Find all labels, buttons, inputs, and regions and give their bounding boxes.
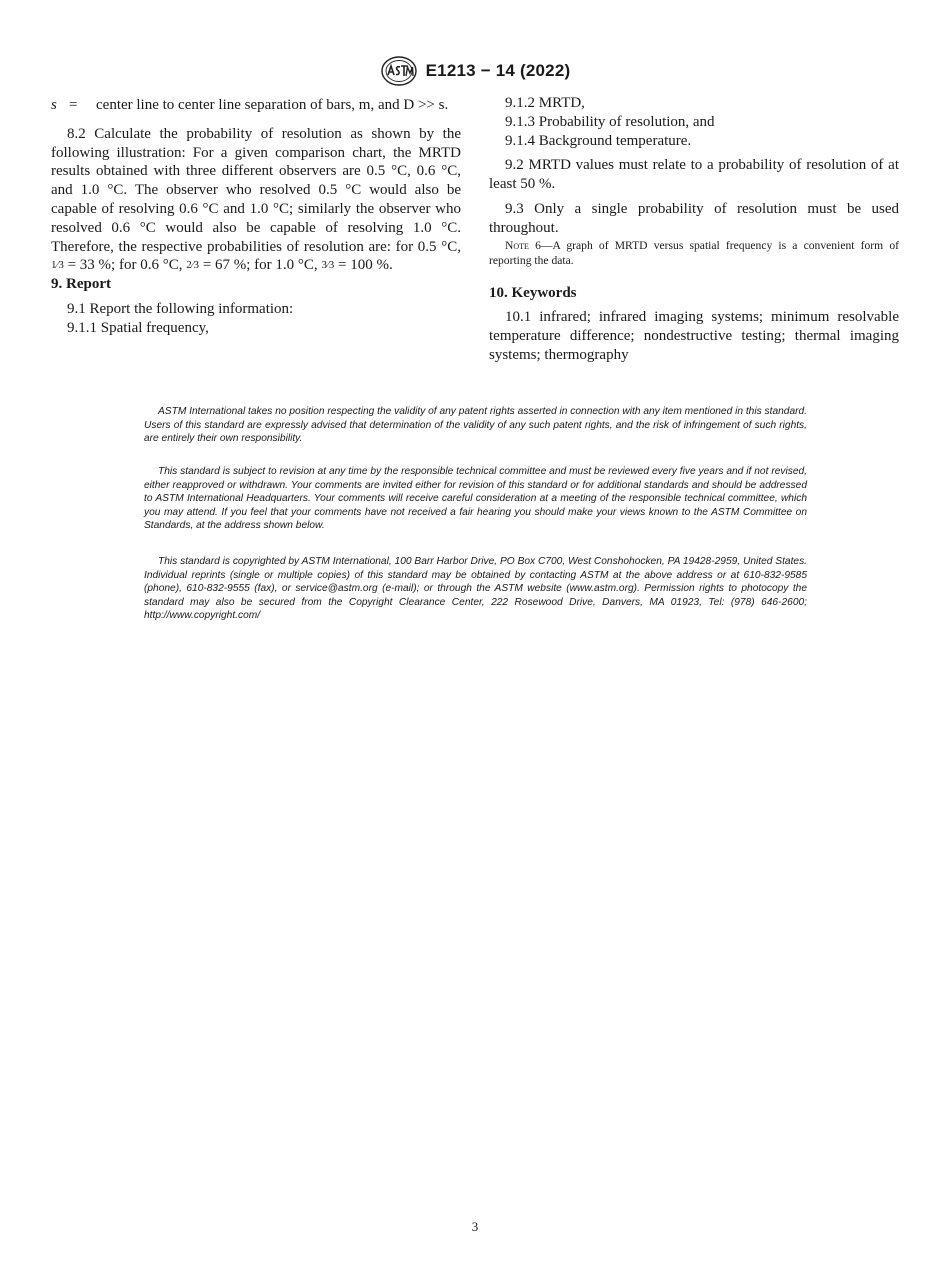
footer-copyright-notice	[144, 555, 807, 623]
right-column	[489, 96, 899, 365]
fraction-three-thirds: 3⁄3	[321, 259, 335, 272]
paragraph-9-1: 9.1 Report the following information:	[67, 300, 294, 317]
definition-text: center line to center line separation of bars, m, and D >> s.	[96, 97, 449, 113]
paragraph-9-1-2: 9.1.2 MRTD,	[505, 95, 585, 111]
footer-revision-notice	[144, 465, 807, 533]
note-label: Note 6	[505, 238, 541, 252]
footer-patent-notice	[144, 405, 807, 446]
paragraph-9-1-3: 9.1.3 Probability of resolution, and	[505, 113, 715, 130]
footer-paragraph-3: This standard is copyrighted by ASTM International, 100 Barr Harbor Drive, PO Box C700, West Conshohocken, PA 19428-2959, United States. Individual reprints (single or multiple copies) of this standard may be obtained by contacting ASTM at the above address or at 610-832-9585 (phone), 610-832-9555 (fax), or service@astm.org (e-mail); or through the ASTM website (www.astm.org). Permission rights to photocopy the standard may also be secured from the Copyright Clearance Center, 222 Rosewood Drive, Danvers, MA 01923, Tel: (978) 646-2600; http://www.copyright.com/	[144, 556, 807, 621]
paragraph-8-2-end: = 100 %.	[334, 257, 393, 274]
section-9-heading: 9. Report	[51, 276, 111, 293]
page-header	[0, 54, 950, 88]
note-text: —A graph of MRTD versus spatial frequency is a convenient form of reporting the data.	[489, 238, 899, 267]
symbol-definition	[51, 96, 461, 115]
paragraph-9-3: 9.3 Only a single probability of resolution must be used throughout.	[489, 200, 899, 236]
paragraph-10-1: 10.1 infrared; infrared imaging systems; minimum resolvable temperature difference; nondestructive testing; thermal imaging systems; thermography	[489, 309, 899, 363]
paragraph-8-2-mid1: = 33 %; for 0.6 °C,	[63, 257, 183, 274]
definition-equals: =	[69, 97, 78, 113]
astm-logo	[380, 55, 418, 87]
footer-paragraph-1: ASTM International takes no position respecting the validity of any patent rights asserted in connection with any item mentioned in this standard. Users of this standard are expressly advised that determination of the validity of any such patent rights, and the risk of infringement of such rights, are entirely their own responsibility.	[144, 406, 807, 444]
page-number: 3	[471, 1219, 479, 1234]
document-title: E1213 − 14 (2022)	[425, 61, 571, 80]
paragraph-8-2-mid2: = 67 %; for 1.0 °C,	[199, 257, 318, 274]
definition-symbol: s	[51, 97, 57, 113]
note-6	[489, 238, 899, 268]
fraction-two-thirds: 2⁄3	[186, 259, 200, 272]
fraction-one-third: 1⁄3	[51, 259, 64, 272]
section-10-heading: 10. Keywords	[489, 284, 577, 301]
footer-paragraph-2: This standard is subject to revision at any time by the responsible technical committee and must be reviewed every five years and if not revised, either reapproved or withdrawn. Your comments are invited either for revision of this standard or for additional standards and should be addressed to ASTM International Headquarters. Your comments will receive careful consideration at a meeting of the responsible technical committee, which you may attend. If you feel that your comments have not received a fair hearing you should make your views known to the ASTM Committee on Standards, at the address shown below.	[144, 466, 807, 531]
left-column	[51, 96, 461, 338]
paragraph-9-1-4: 9.1.4 Background temperature.	[505, 132, 692, 149]
paragraph-8-2-text: 8.2 Calculate the probability of resolution as shown by the following illustration: For a given comparison chart, the MRTD results obtained with three different observers are 0.5 °C, 0.6 °C, and 1.0 °C. The observer who resolved 0.5 °C would also be capable of resolving 0.6 °C and 1.0 °C; similarly the observer who resolved 0.6 °C would also be capable of resolving 1.0 °C. Therefore, the respective probabilities of resolution are: for 0.5 °C,	[51, 125, 461, 255]
paragraph-8-2	[51, 125, 461, 275]
paragraph-9-2: 9.2 MRTD values must relate to a probability of resolution of at least 50 %.	[489, 157, 899, 193]
paragraph-9-1-1: 9.1.1 Spatial frequency,	[67, 319, 209, 336]
